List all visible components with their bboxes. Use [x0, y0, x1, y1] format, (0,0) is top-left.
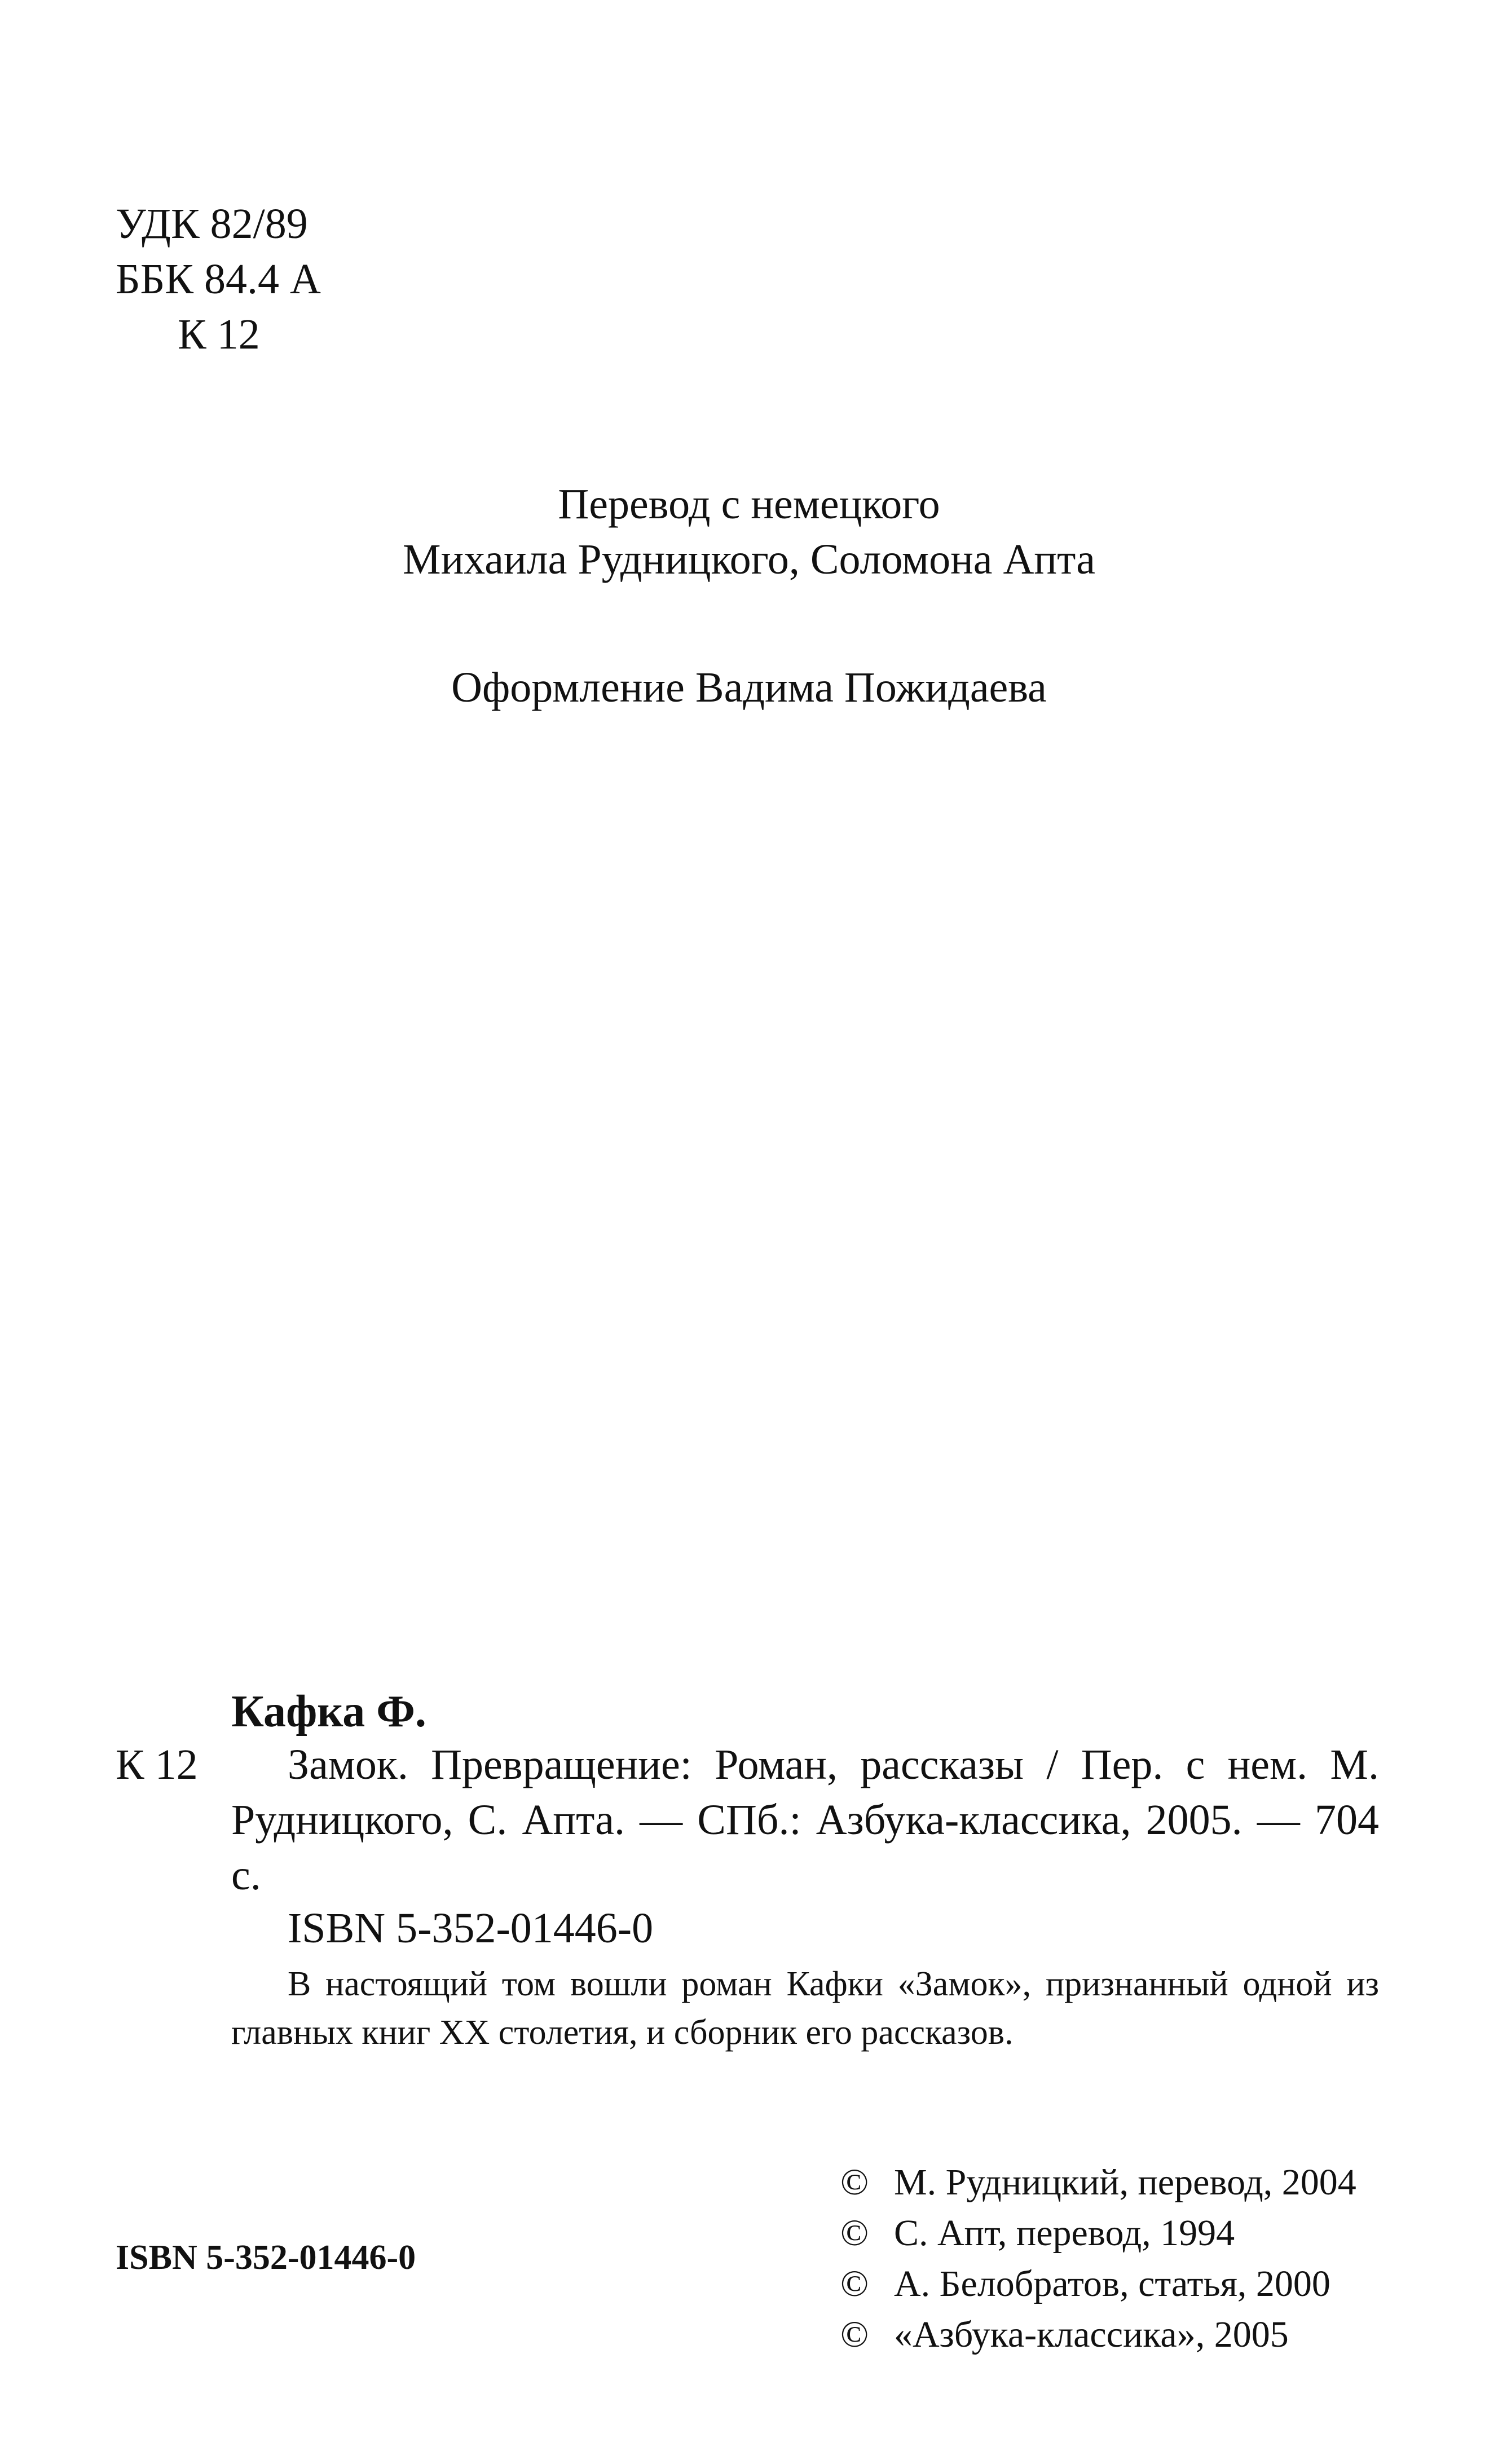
copyright-list: [840, 2157, 1356, 2360]
copyright-item: [840, 2208, 1356, 2259]
translation-line-2: Михаила Рудницкого, Соломона Апта: [403, 536, 1095, 583]
copyright-item: [840, 2259, 1356, 2309]
bottom-isbn: ISBN 5-352-01446-0: [116, 2238, 416, 2277]
copyright-sign: ©: [840, 2162, 869, 2203]
translation-line-1: Перевод с немецкого: [558, 481, 940, 528]
copyright-item: [840, 2157, 1356, 2208]
catalog-author: Кафка Ф.: [231, 1687, 426, 1736]
translation-credit: [0, 477, 1498, 587]
catalog-entry: Замок. Превращение: Роман, рассказы / Пер. с нем. М. Рудницкого, С. Апта. — СПб.: Азбука-классика, 2005. — 704 с.: [231, 1741, 1379, 1899]
classification-codes: [116, 196, 321, 362]
copyright-text: А. Белобратов, статья, 2000: [894, 2263, 1330, 2304]
copyright-item: [840, 2309, 1356, 2360]
design-credit: [0, 660, 1498, 715]
copyright-sign: ©: [840, 2314, 869, 2355]
catalog-annotation: В настоящий том вошли роман Кафки «Замок», признанный одной из главных книг XX столетия, и сборник его рассказов.: [231, 1965, 1379, 2052]
udk-code: УДК 82/89: [116, 200, 308, 248]
copyright-text: М. Рудницкий, перевод, 2004: [894, 2162, 1356, 2203]
copyright-sign: ©: [840, 2263, 869, 2304]
copyright-text: С. Апт, перевод, 1994: [894, 2212, 1235, 2254]
copyright-sign: ©: [840, 2212, 869, 2254]
copyright-text: «Азбука-классика», 2005: [894, 2314, 1289, 2355]
catalog-isbn: ISBN 5-352-01446-0: [288, 1905, 654, 1952]
catalog-cutter: К 12: [116, 1741, 198, 1788]
cutter-code: К 12: [178, 311, 260, 358]
bbk-code: ББК 84.4 А: [116, 255, 321, 303]
design-credit-text: Оформление Вадима Пожидаева: [451, 664, 1047, 711]
